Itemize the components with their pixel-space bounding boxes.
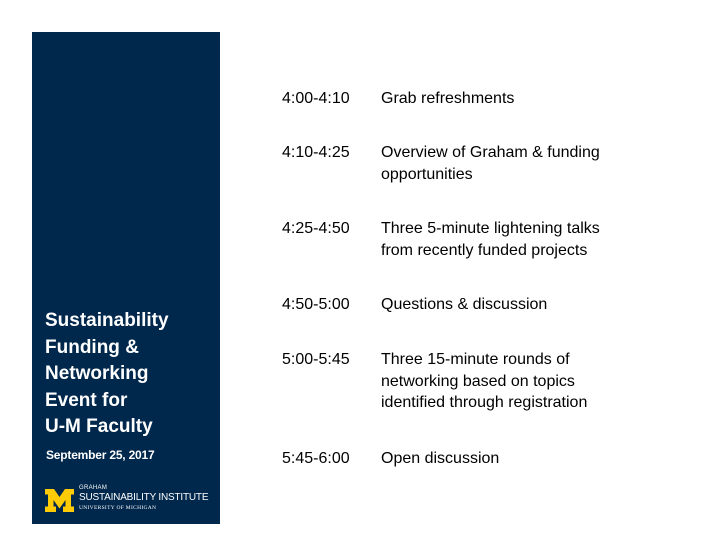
- agenda-description-line: opportunities: [381, 165, 473, 183]
- agenda-description-line: Open discussion: [381, 450, 500, 467]
- agenda-description: [381, 349, 671, 414]
- agenda-description: [381, 218, 671, 261]
- agenda-description-line: Three 15-minute rounds of: [381, 351, 570, 368]
- agenda-description-line: Overview of Graham & funding: [381, 144, 600, 161]
- agenda-description-line: identified through registration: [381, 394, 588, 411]
- agenda-description: [381, 448, 671, 470]
- agenda-time: 5:45-6:00: [282, 450, 350, 467]
- agenda-time: 4:00-4:10: [282, 90, 350, 107]
- agenda-description-line: from recently funded projects: [381, 241, 588, 259]
- agenda-description: [381, 88, 671, 110]
- agenda-time: 4:10-4:25: [282, 144, 350, 161]
- block-m-icon: [45, 489, 74, 512]
- agenda-description-line: networking based on topics: [381, 372, 575, 390]
- slide-title-line: Event for: [45, 389, 128, 411]
- title-sidebar: [32, 32, 220, 524]
- agenda-description-line: Three 5-minute lightening talks: [381, 220, 600, 237]
- logo-wordmark: [79, 484, 208, 512]
- agenda-time: 4:25-4:50: [282, 220, 350, 237]
- slide-title-line: Sustainability: [45, 310, 169, 331]
- slide-title-line: U-M Faculty: [45, 416, 153, 437]
- agenda-description: [381, 142, 671, 185]
- slide-title: [45, 308, 215, 441]
- agenda-description-line: Grab refreshments: [381, 90, 515, 107]
- logo-line-university: UNIVERSITY OF MICHIGAN: [79, 505, 157, 511]
- slide-title-line: Funding &: [45, 336, 139, 358]
- event-date: September 25, 2017: [46, 448, 155, 462]
- graham-institute-logo: [45, 484, 215, 514]
- slide-title-line: Networking: [45, 363, 149, 384]
- logo-line-institute: SUSTAINABILITY INSTITUTE: [79, 492, 209, 503]
- agenda-description: [381, 294, 671, 316]
- agenda-time: 5:00-5:45: [282, 351, 350, 368]
- agenda-time: 4:50-5:00: [282, 296, 350, 313]
- agenda-description-line: Questions & discussion: [381, 296, 548, 313]
- logo-line-graham: GRAHAM: [79, 485, 108, 491]
